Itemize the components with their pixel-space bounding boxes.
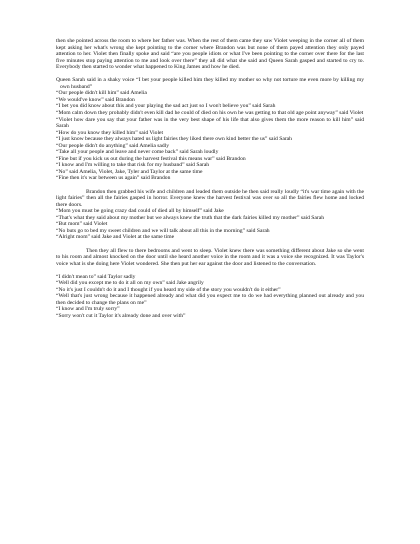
text-paragraph: “That's what they said about my mother but we always knew the truth that the dark fairies killed my mother” said Sarah: [56, 214, 325, 221]
text-paragraph: “Sorry won't cut it Taylor it's already done and over with”: [56, 312, 186, 319]
text-paragraph: “Fine but if you kick us out during the harvest festival this means war” said Brandon: [56, 155, 246, 162]
text-paragraph: “Mom you must be going crazy dad could of died all by himself” said Jake: [56, 208, 224, 215]
text-paragraph: “I just know because they always hated us light fairies they liked there own kind better the us” said Sarah: [56, 136, 292, 143]
text-paragraph: “I bet you did know about this and your playing the sad act just so I won't believe you” said Sarah: [56, 103, 276, 110]
text-paragraph: “I know and I'm truly sorry”: [56, 306, 120, 313]
text-paragraph: “Our people didn't kill him” said Amelia: [56, 90, 147, 97]
text-paragraph: “We would've know” said Brandon: [56, 96, 135, 103]
text-paragraph: “Take all your people and leave and never come back” said Sarah loudly: [56, 149, 219, 156]
text-paragraph: “No it's just I couldn't do it and I thought if you heard my side of the story you wouldn't do it either”: [56, 286, 281, 293]
text-paragraph: “No” said Amelia, Violet, Jake, Tyler and Taylor at the same time: [56, 168, 203, 175]
text-paragraph: “Well that's just wrong because it happened already and what did you expect me to do we had everything planned out already and you then decided to change the plans on me”: [56, 293, 364, 306]
text-paragraph: “No buts go to bed my sweet children and we will talk about all this in the morning” said Sarah: [56, 227, 270, 234]
text-paragraph: “I know and I'm willing to take that risk for my husband” said Sarah: [56, 162, 210, 169]
text-paragraph: “I didn't mean to” said Taylor sadly: [56, 273, 136, 280]
text-paragraph: “How do you know they killed him” said Violet: [56, 129, 164, 136]
text-paragraph: “But mom” said Violet: [56, 221, 108, 228]
text-paragraph: Queen Sarah said in a shaky voice “I bet your people killed him they killed my mother so why not torture me even more by killing my own husband”: [56, 77, 364, 90]
text-paragraph: Brandon then grabbed his wife and children and leaded them outside he then said really loudly “it's war time again with the light fairies” then all the fairies gasped in horror. Everyone knew the harvest festival was over so all the fairies flew home and locked there doors.: [56, 188, 364, 208]
text-paragraph: “Fine then it's war between us again” said Brandon: [56, 175, 171, 182]
text-paragraph: “Mom calm down they probably didn't even kill dad he could of died on his own he was getting to that old age point anyway” said Violet: [56, 110, 364, 117]
text-paragraph: “Well did you except me to do it all on my own” said Jake angrily: [56, 280, 204, 287]
text-paragraph: “Violet how dare you say that your father was in the very best shape of his life that also gives them the more reason to kill him” said Sarah: [56, 116, 364, 130]
text-paragraph: Then they all flew to there bedrooms and went to sleep. Violet knew there was something different about Jake so she went to his room and almost knocked on the door until she heard another voice in the room and it was a voice she recognized. It was Taylor's voice what is she doing here Violet wondered. She then put her ear against the door and listened to the conversation.: [56, 247, 364, 267]
text-paragraph: “Alright mom” said Jake and Violet at the same time: [56, 234, 175, 241]
story-text: [56, 38, 364, 320]
text-paragraph: “Our people didn't do anything” said Amelia sadly: [56, 142, 170, 149]
text-paragraph: then she pointed across the room to where her father was. When the rest of them came they saw Violet weeping in the corner all of them kept asking her what's wrong she kept pointing to the corner where Brandon was but none of them payed attention they only payed attention to her. Violet then finally spoke and said “are you people idiots or what I've been pointing to the corner over there for the last five minutes stop paying attention to me and look over there” they all did what she said and Queen Sarah gasped and started to cry to. Everybody then started to wonder what happened to King James and how he died.: [56, 38, 364, 71]
